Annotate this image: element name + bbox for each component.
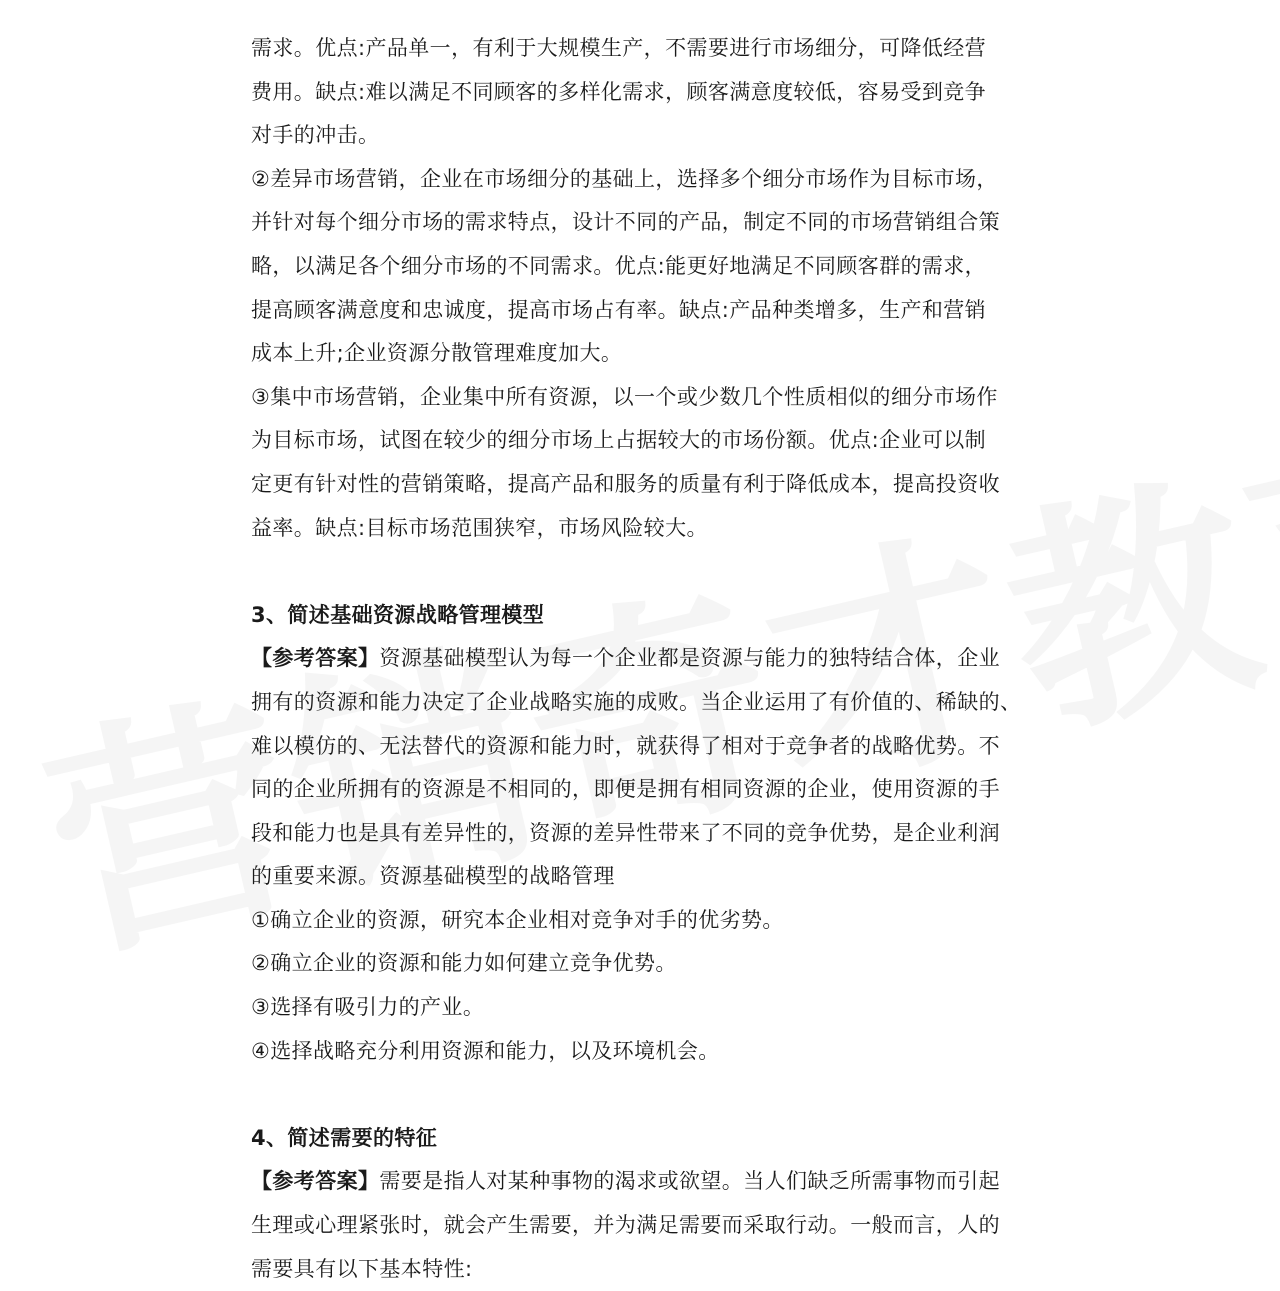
text-line: 生理或心理紧张时，就会产生需要，并为满足需要而采取行动。一般而言，人的	[251, 1213, 1000, 1238]
answer-label: 【参考答案】	[251, 1169, 380, 1194]
text-line: 定更有针对性的营销策略，提高产品和服务的质量有利于降低成本，提高投资收	[251, 471, 1000, 496]
text-line: 益率。缺点:目标市场范围狭窄，市场风险较大。	[251, 515, 708, 540]
list-item: ①确立企业的资源，研究本企业相对竞争对手的优劣势。	[251, 907, 784, 932]
text-line: 并针对每个细分市场的需求特点，设计不同的产品，制定不同的市场营销组合策	[251, 210, 1000, 235]
question-3	[251, 594, 1041, 1074]
paragraph-gap	[251, 1073, 1041, 1117]
answer-label: 【参考答案】	[251, 646, 380, 671]
text-line: 费用。缺点:难以满足不同顾客的多样化需求，顾客满意度较低，容易受到竞争	[251, 79, 987, 104]
text-line: 拥有的资源和能力决定了企业战略实施的成败。当企业运用了有价值的、稀缺的、	[251, 689, 1022, 714]
text-line: ③集中市场营销，企业集中所有资源，以一个或少数几个性质相似的细分市场作	[251, 384, 998, 409]
text-line: 略，以满足各个细分市场的不同需求。优点:能更好地满足不同顾客群的需求，	[251, 253, 987, 278]
text-line: 难以模仿的、无法替代的资源和能力时，就获得了相对于竞争者的战略优势。不	[251, 733, 1000, 758]
question-title: 3、简述基础资源战略管理模型	[251, 602, 545, 627]
answer-first-line	[251, 1160, 1041, 1204]
text-line: 为目标市场，试图在较少的细分市场上占据较大的市场份额。优点:企业可以制	[251, 428, 987, 453]
text-line: 成本上升;企业资源分散管理难度加大。	[251, 341, 623, 366]
list-item: ②确立企业的资源和能力如何建立竞争优势。	[251, 951, 677, 976]
list-item: ④选择战略充分利用资源和能力，以及环境机会。	[251, 1038, 720, 1063]
text-line: 对手的冲击。	[251, 123, 380, 148]
answer-text: 需要是指人对某种事物的渴求或欲望。当人们缺乏所需事物而引起	[379, 1169, 1001, 1194]
text-line: 提高顾客满意度和忠诚度，提高市场占有率。缺点:产品种类增多，生产和营销	[251, 297, 987, 322]
list-item: ③选择有吸引力的产业。	[251, 995, 485, 1020]
question-title: 4、简述需要的特征	[251, 1125, 438, 1150]
text-line: 同的企业所拥有的资源是不相同的，即便是拥有相同资源的企业，使用资源的手	[251, 777, 1000, 802]
text-line: 的重要来源。资源基础模型的战略管理	[251, 864, 615, 889]
text-line: 段和能力也是具有差异性的，资源的差异性带来了不同的竞争优势，是企业利润	[251, 820, 1000, 845]
document-body	[251, 27, 1041, 1291]
section-intro	[251, 27, 1041, 550]
text-line: 需要具有以下基本特性:	[251, 1256, 473, 1281]
question-4	[251, 1117, 1041, 1291]
text-line: 需求。优点:产品单一，有利于大规模生产，不需要进行市场细分，可降低经营	[251, 36, 987, 60]
paragraph-gap	[251, 550, 1041, 594]
answer-text: 资源基础模型认为每一个企业都是资源与能力的独特结合体，企业	[379, 646, 1001, 671]
text-line: ②差异市场营销，企业在市场细分的基础上，选择多个细分市场作为目标市场，	[251, 166, 998, 191]
answer-first-line	[251, 637, 1041, 681]
